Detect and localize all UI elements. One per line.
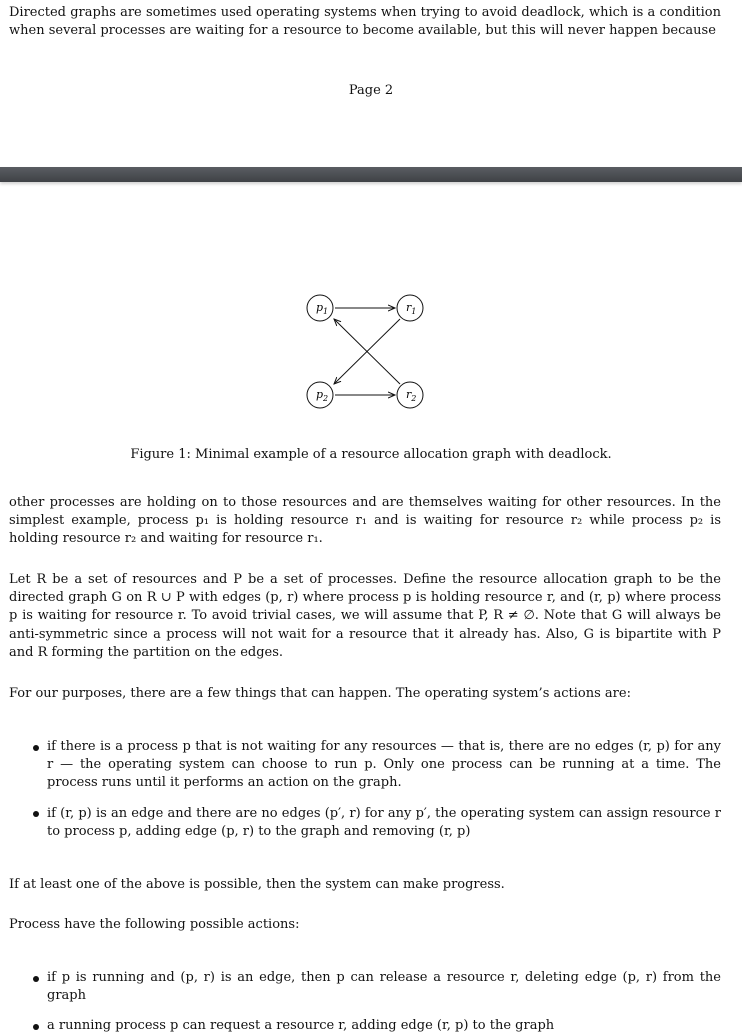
process-action-release: if p is running and (p, r) is an edge, then p can release a resource r, deleting edge (p, r) from the graph	[9, 969, 721, 1005]
page-label: Page 2	[348, 83, 394, 98]
top-paragraph: Directed graphs are sometimes used operating systems when trying to avoid deadlock, which is a condition when several processes are waiting for a resource to become available, but this will never happen because	[9, 5, 721, 39]
figure-caption: Figure 1: Minimal example of a resource allocation graph with deadlock.	[130, 447, 612, 462]
node-p1	[307, 295, 333, 321]
node-r1	[397, 295, 423, 321]
node-r2	[397, 382, 423, 408]
paragraph-definition: Let R be a set of resources and P be a set of processes. Define the resource allocation graph to be the directed graph G on R ∪ P with edges (p, r) where process p is holding resource r, and (r, p) where process p is waiting for resource r. To avoid trivial cases, we will assume that P, R ≠ ∅. Note that G will always be anti-symmetric since a process will not wait for a resource that it already has. Also, G is bipartite with P and R forming the partition on the edges.	[9, 572, 721, 660]
svg-text:p2: $p_2$	[316, 388, 329, 403]
os-action-assign: if (r, p) is an edge and there are no edges (p′, r) for any p′, the operating system can assign resource r to process p, adding edge (p, r) to the graph and removing (r, p)	[9, 805, 721, 841]
node-p2	[307, 382, 333, 408]
os-action-run: if there is a process p that is not waiting for any resources — that is, there are no edges (r, p) for any r — the operating system can choose to run p. Only one process can be running at a time. The process runs until it performs an action on the graph.	[9, 738, 721, 793]
paragraph-process-intro: Process have the following possible actions:	[9, 917, 300, 932]
svg-text:p1: $p_1$	[316, 301, 329, 316]
process-actions-list	[9, 969, 721, 1036]
paragraph-deadlock-example: other processes are holding on to those resources and are themselves waiting for other resources. In the simplest example, process p₁ is holding resource r₁ and is waiting for resource r₂ while process p₂ is holding resource r₂ and waiting for resource r₁.	[9, 495, 721, 547]
page-separator	[0, 167, 742, 182]
process-action-request: a running process p can request a resource r, adding edge (r, p) to the graph	[9, 1017, 721, 1035]
resource-allocation-graph	[290, 280, 450, 420]
os-actions-list	[9, 738, 721, 841]
paragraph-progress: If at least one of the above is possible, then the system can make progress.	[9, 877, 505, 892]
svg-text:r2: $r_2$	[406, 388, 417, 403]
paragraph-os-intro: For our purposes, there are a few things that can happen. The operating system’s actions are:	[9, 686, 631, 701]
svg-text:r1: $r_1$	[406, 301, 417, 316]
